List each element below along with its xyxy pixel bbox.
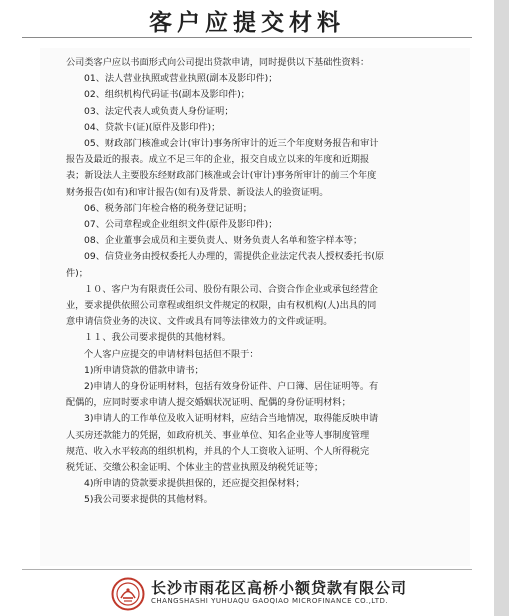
title-divider xyxy=(22,37,472,38)
list-item: １１、我公司要求提供的其他材料。 xyxy=(84,332,231,344)
list-item: 06、税务部门年检合格的税务登记证明； xyxy=(84,202,252,214)
personal-item: 2)申请人的身份证明材料，包括有效身份证件、户口簿、居住证明等。有 xyxy=(84,381,379,393)
company-name-english: CHANGSHASHI YUHUAQU GAOQIAO MICROFINANCE CO.,LTD. xyxy=(151,597,389,605)
personal-item-continued: 人买房还款能力的凭据，如政府机关、事业单位、知名企业等人事制度管理 xyxy=(66,429,370,441)
footer-divider xyxy=(22,569,472,570)
list-item: １０、客户为有限责任公司、股份有限公司、合资合作企业或承包经营企 xyxy=(84,283,378,295)
list-item-continued: 表；新设法人主要股东经财政部门核准或会计(审计)事务所审计的前三个年度 xyxy=(66,170,377,182)
personal-item-continued: 规范、收入水平较高的组织机构，并具的个人工资收入证明、个人所得税完 xyxy=(66,445,370,457)
list-item: 01、法人营业执照或营业执照(副本及影印件)； xyxy=(84,73,278,85)
list-item-continued: 业，要求提供依照公司章程或组织文件规定的权限，由有权机构(人)出具的同 xyxy=(66,300,377,312)
personal-item-continued: 配偶的，应同时要求申请人提交婚姻状况证明、配偶的身份证明材料； xyxy=(66,397,351,409)
personal-item: 3)申请人的工作单位及收入证明材料，应结合当地情况，取得能反映申请 xyxy=(84,413,379,425)
personal-item: 1)所申请贷款的借款申请书； xyxy=(84,364,204,376)
intro-text: 公司类客户应以书面形式向公司提出贷款申请，同时提供以下基础性资料： xyxy=(66,57,370,68)
personal-intro: 个人客户应提交的申请材料包括但不限于： xyxy=(84,348,259,360)
list-item: 08、企业董事会成员和主要负责人、财务负责人名单和签字样本等； xyxy=(84,235,363,247)
list-item: 03、法定代表人或负责人身份证明； xyxy=(84,105,234,117)
page-title: 客户应提交材料 xyxy=(149,10,345,36)
list-item: 05、财政部门核准或会计(审计)事务所审计的近三个年度财务报告和审计 xyxy=(84,138,379,150)
list-item-continued: 意申请信贷业务的决议、文件或具有同等法律效力的文件或证明。 xyxy=(66,316,333,328)
list-item-continued: 件)； xyxy=(66,267,88,279)
list-item: 09、信贷业务由授权委托人办理的，需提供企业法定代表人授权委托书(原 xyxy=(84,251,385,263)
list-item: 02、组织机构代码证书(副本及影印件)； xyxy=(84,89,250,101)
list-item-continued: 财务报告(如有)和审计报告(如有)及背景、新设法人的验资证明。 xyxy=(66,186,329,198)
company-logo-icon xyxy=(111,577,145,611)
company-name: 长沙市雨花区高桥小额贷款有限公司 xyxy=(151,579,408,597)
list-item: 04、贷款卡(证)(原件及影印件)； xyxy=(84,121,221,133)
personal-item: 4)所申请的贷款要求提供担保的，还应提交担保材料； xyxy=(84,478,305,490)
personal-item: 5)我公司要求提供的其他材料。 xyxy=(84,494,213,506)
viewer-margin xyxy=(494,0,509,616)
footer xyxy=(0,569,494,616)
list-item-continued: 报告及最近的报表。成立不足三年的企业，报交自成立以来的年度和近期报 xyxy=(66,154,370,166)
document-body xyxy=(66,55,462,509)
personal-item-continued: 税凭证、交缴公积金证明、个体业主的营业执照及纳税凭证等； xyxy=(66,462,324,474)
list-item: 07、公司章程或企业组织文件(原件及影印件)； xyxy=(84,219,278,231)
